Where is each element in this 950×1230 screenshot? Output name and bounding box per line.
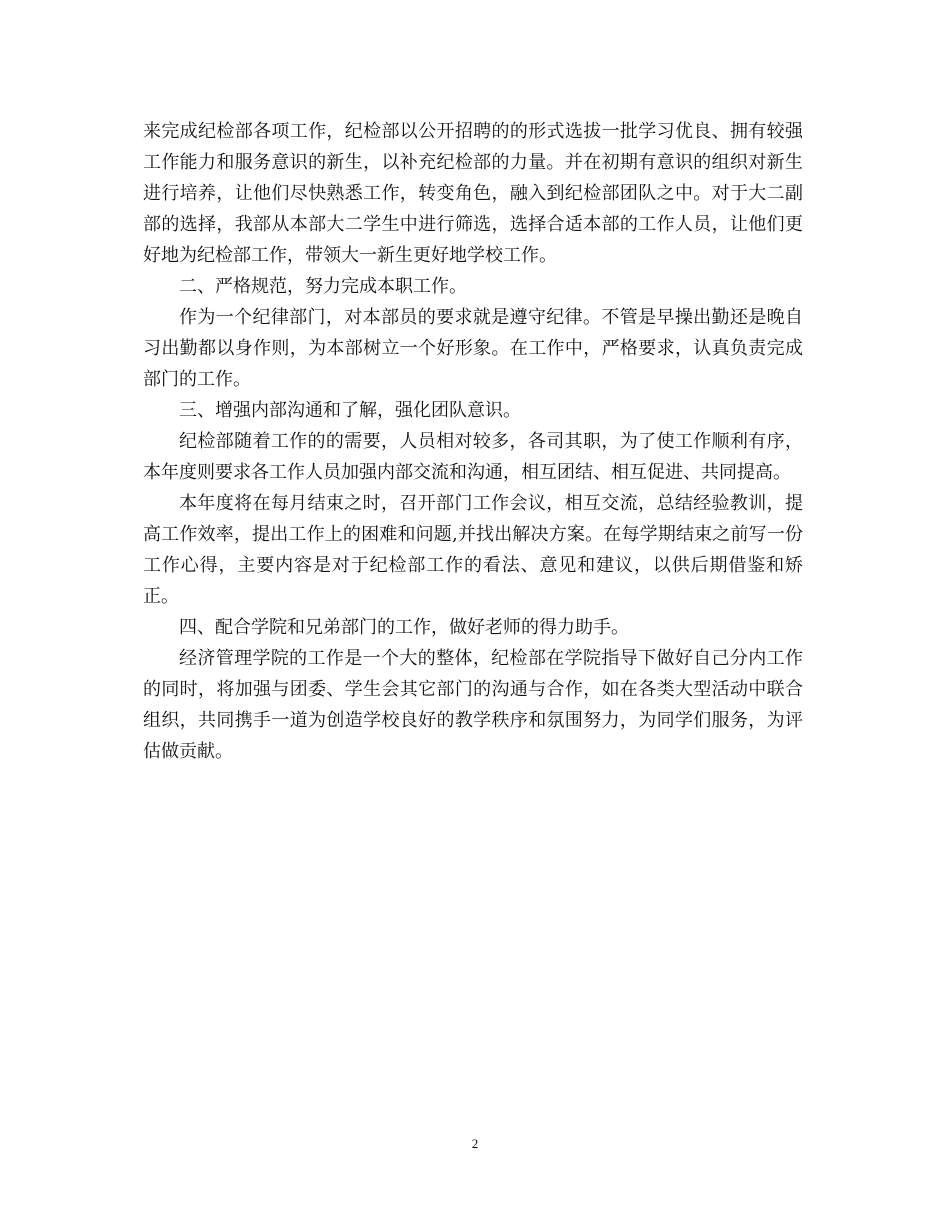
paragraph: 本年度将在每月结束之时，召开部门工作会议，相互交流，总结经验教训，提高工作效率，提出工作上的困难和问题,并找出解决方案。在每学期结束之前写一份工作心得，主要内容是对于纪检部工作的看法、意见和建议，以供后期借鉴和矫正。 bbox=[143, 493, 803, 607]
paragraph: 经济管理学院的工作是一个大的整体，纪检部在学院指导下做好自己分内工作的同时，将加强与团委、学生会其它部门的沟通与合作，如在各类大型活动中联合组织，共同携手一道为创造学校良好的教学秩序和氛围努力，为同学们服务，为评估做贡献。 bbox=[143, 648, 803, 762]
section-heading-2: 二、严格规范，努力完成本职工作。 bbox=[179, 276, 467, 297]
page-number: 2 bbox=[471, 1136, 479, 1151]
section-heading-4: 四、配合学院和兄弟部门的工作，做好老师的得力助手。 bbox=[179, 617, 629, 638]
paragraph: 纪检部随着工作的的需要，人员相对较多，各司其职，为了使工作顺利有序，本年度则要求各工作人员加强内部交流和沟通，相互团结、相互促进、共同提高。 bbox=[143, 431, 803, 483]
section-heading-3: 三、增强内部沟通和了解，强化团队意识。 bbox=[179, 400, 521, 421]
document-body bbox=[143, 116, 803, 767]
paragraph-continuation: 来完成纪检部各项工作，纪检部以公开招聘的的形式选拔一批学习优良、拥有较强工作能力和服务意识的新生，以补充纪检部的力量。并在初期有意识的组织对新生进行培养，让他们尽快熟悉工作，转变角色，融入到纪检部团队之中。对于大二副部的选择，我部从本部大二学生中进行筛选，选择合适本部的工作人员，让他们更好地为纪检部工作，带领大一新生更好地学校工作。 bbox=[143, 121, 803, 266]
paragraph: 作为一个纪律部门，对本部员的要求就是遵守纪律。不管是早操出勤还是晚自习出勤都以身作则，为本部树立一个好形象。在工作中，严格要求，认真负责完成部门的工作。 bbox=[143, 307, 803, 390]
